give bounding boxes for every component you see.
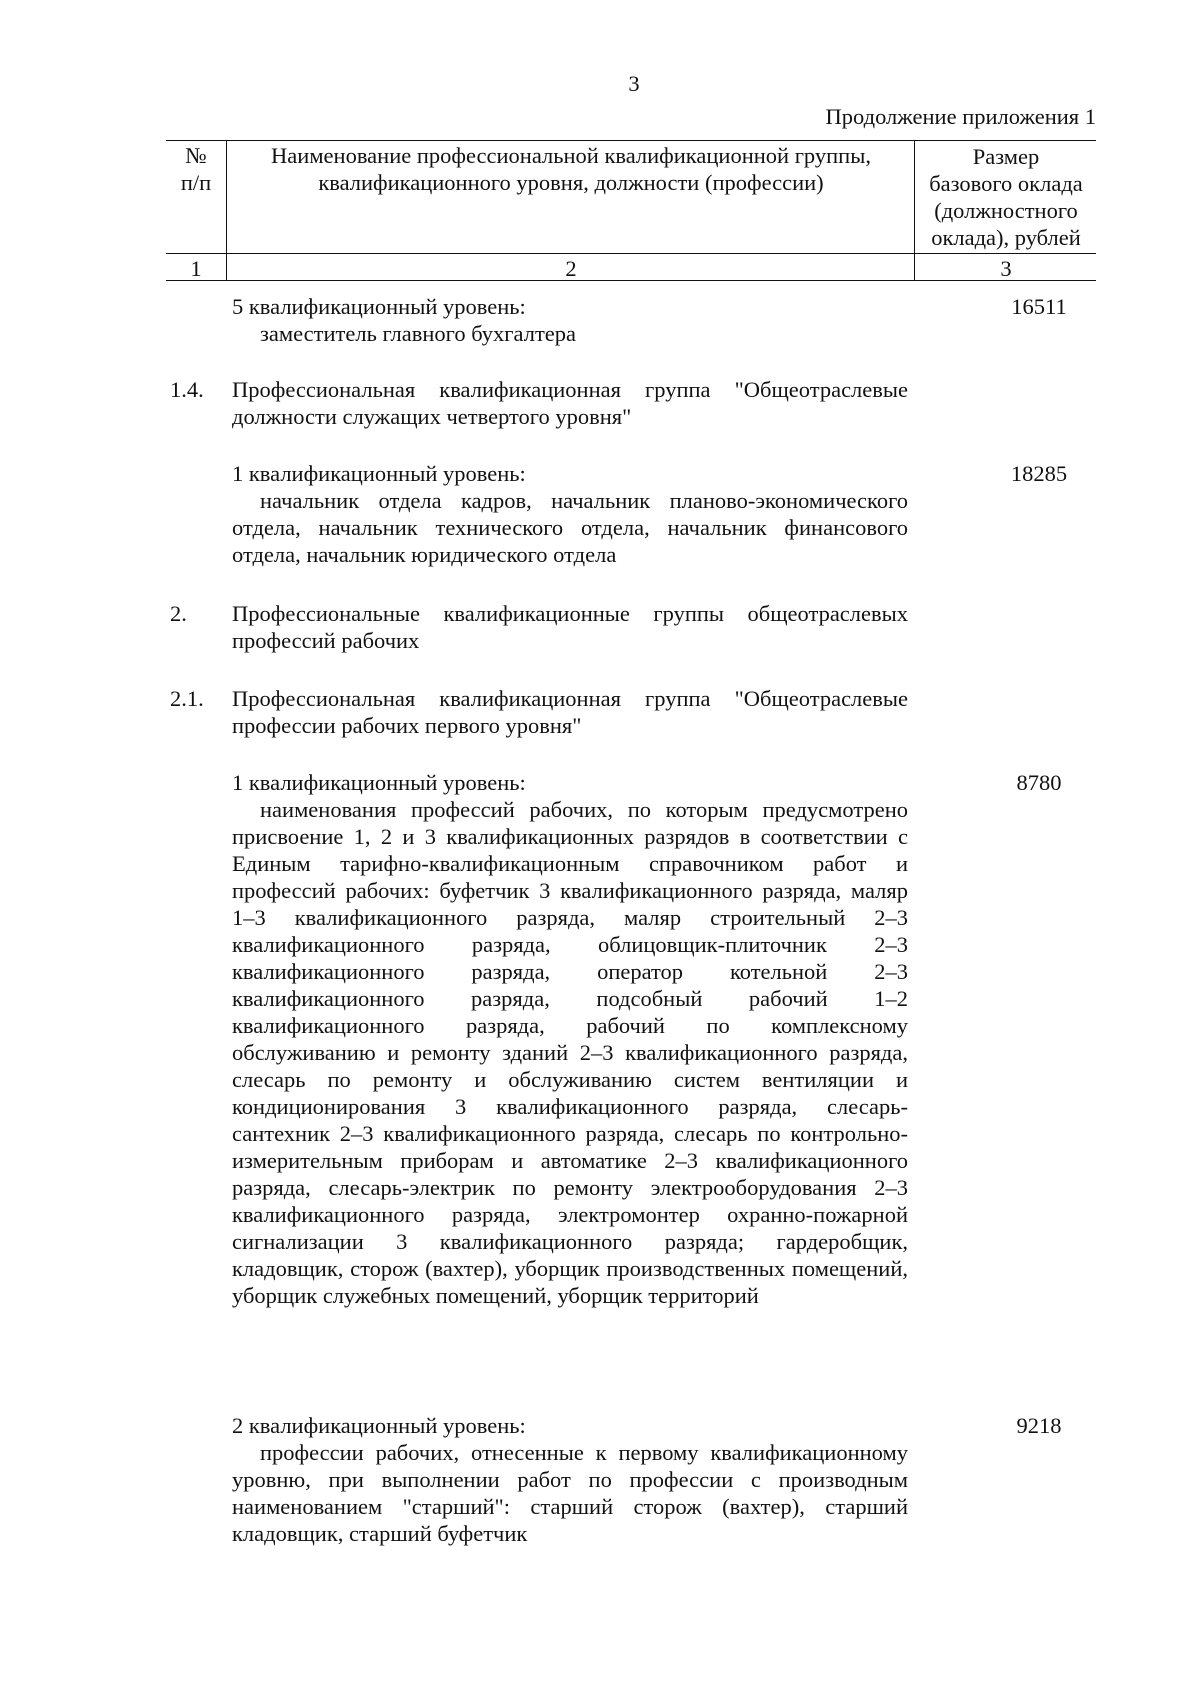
page-number: 3 [628,71,640,96]
salary-value: 8780 [1016,770,1062,795]
header-name-line2: квалификационного уровня, должности (профессии) [318,170,824,195]
header-name-line1: Наименование профессиональной квалификационной группы, [271,143,871,168]
level-description: заместитель главного бухгалтера [260,321,576,346]
header-name-cell [228,142,914,196]
group-title: Профессиональная квалификационная группа "Общеотраслевые профессии рабочих первого уровня" [232,686,908,738]
level-label: 5 квалификационный уровень: [232,294,526,319]
header-number-abbr: п/п [180,170,212,195]
level-label: 2 квалификационный уровень: [232,1413,526,1438]
salary-value: 9218 [1016,1413,1062,1438]
level-label: 1 квалификационный уровень: [232,770,526,795]
continuation-label: Продолжение приложения 1 [825,104,1096,129]
header-top-rule [166,140,1096,141]
salary-value: 16511 [1011,294,1067,319]
header-mid-rule [166,253,1096,254]
level-description: наименования профессий рабочих, по которым предусмотрено присвоение 1, 2 и 3 квалификационных разрядов в соответствии с Единым тарифно-квалификационным справочником работ и профессий рабочих: буфетчик 3 квалификационного разряда, маляр 1–3 квалификационного разряда, маляр строительный 2–3 квалификационного разряда, облицовщик-плиточник 2–3 квалификационного разряда, оператор котельной 2–3 квалификационного разряда, подсобный рабочий 1–2 квалификационного разряда, рабочий по комплексному обслуживанию и ремонту зданий 2–3 квалификационного разряда, слесарь по ремонту и обслуживанию систем вентиляции и кондиционирования 3 квалификационного разряда, слесарь-сантехник 2–3 квалификационного разряда, слесарь по контрольно-измерительным приборам и автоматике 2–3 квалификационного разряда, слесарь-электрик по ремонту электрооборудования 2–3 квалификационного разряда, электромонтер охранно-пожарной сигнализации 3 квалификационного разряда; гардеробщик, кладовщик, сторож (вахтер), уборщик производственных помещений, уборщик служебных помещений, уборщик территорий [232,797,908,1308]
header-salary-line3: (должностного [934,198,1078,223]
header-index-2: 2 [565,256,577,281]
header-salary-line1: Размер [972,144,1040,169]
header-salary-line2: базового оклада [929,171,1083,196]
level-description: профессии рабочих, отнесенные к первому квалификационному уровню, при выполнении работ по профессии с производным наименованием "старший": старший сторож (вахтер), старший кладовщик, старший буфетчик [232,1440,908,1546]
header-salary-cell [916,143,1096,251]
header-col-divider-2 [914,140,915,281]
header-number-symbol: № [185,143,207,168]
level-label: 1 квалификационный уровень: [232,461,526,486]
group-title: Профессиональные квалификационные группы общеотраслевых профессий рабочих [232,601,908,653]
table-header [166,140,1096,281]
group-number: 2. [170,601,187,626]
header-index-3: 3 [1000,256,1012,281]
header-number-cell [166,142,226,196]
group-title: Профессиональная квалификационная группа "Общеотраслевые должности служащих четвертого уровня" [232,377,908,429]
level-description: начальник отдела кадров, начальник планово-экономического отдела, начальник технического отдела, начальник финансового отдела, начальник юридического отдела [232,488,908,567]
group-number: 1.4. [170,377,204,402]
header-index-1: 1 [190,256,202,281]
group-number: 2.1. [170,686,204,711]
salary-value: 18285 [1010,461,1068,486]
header-salary-line4: оклада), рублей [931,225,1081,250]
header-col-divider-1 [226,140,227,281]
